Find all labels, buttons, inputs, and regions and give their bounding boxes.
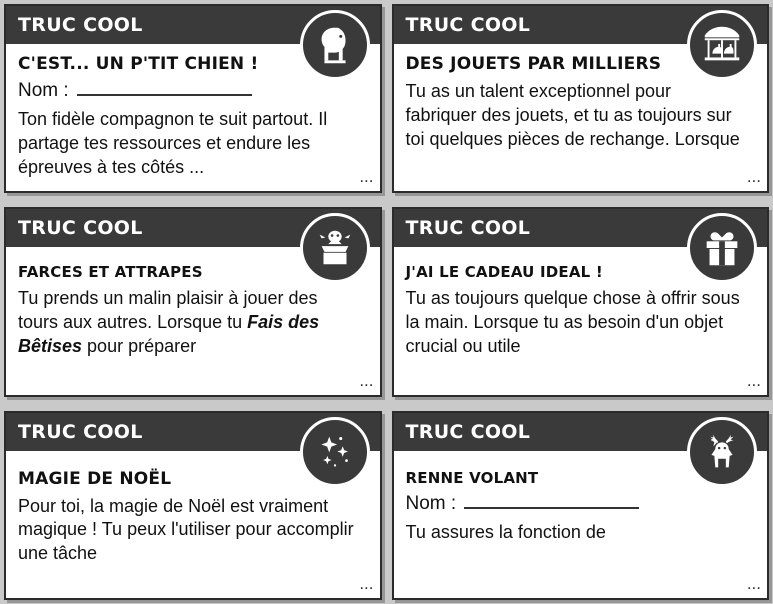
card-body xyxy=(394,451,768,598)
card-title: MAGIE DE NOËL xyxy=(18,468,172,489)
card-description: Tu as un talent exceptionnel pour fabriquer des jouets, et tu as toujours sur toi quelques pièces de rechange. Lorsque xyxy=(405,81,740,149)
overflow-ellipsis: ... xyxy=(744,167,761,187)
card-description-part1: Tu prends un malin plaisir à jouer des tours aux autres. Lorsque tu xyxy=(18,288,318,333)
card-title: J'AI LE CADEAU IDEAL ! xyxy=(405,263,603,282)
brand-label: TRUC COOL xyxy=(18,14,143,36)
overflow-ellipsis: ... xyxy=(356,371,373,391)
card-body xyxy=(394,44,768,191)
card-body xyxy=(394,247,768,394)
name-write-line[interactable] xyxy=(464,493,639,509)
card-magic[interactable] xyxy=(4,411,382,600)
card-description: Pour toi, la magie de Noël est vraiment magique ! Tu peux l'utiliser pour accomplir une tâche xyxy=(18,495,354,564)
card-description-part2: pour préparer xyxy=(82,335,197,356)
card-description-emphasis: Fais des Bêtises xyxy=(18,312,320,356)
overflow-ellipsis: ... xyxy=(744,371,761,391)
name-field[interactable] xyxy=(406,493,756,515)
card-dog[interactable] xyxy=(4,4,382,193)
text-clip-fade xyxy=(394,181,768,191)
name-field[interactable] xyxy=(18,80,368,102)
card-toys[interactable] xyxy=(392,4,770,193)
card-title: FARCES ET ATTRAPES xyxy=(18,263,203,282)
brand-label: TRUC COOL xyxy=(405,14,531,36)
overflow-ellipsis: ... xyxy=(744,574,761,594)
overflow-ellipsis: ... xyxy=(356,574,373,594)
text-clip-fade xyxy=(6,588,380,598)
name-label: Nom : xyxy=(405,492,457,514)
card-description: Tu as toujours quelque chose à offrir sous la main. Lorsque tu as besoin d'un objet crucial ou utile xyxy=(405,288,740,356)
card-description xyxy=(18,287,368,358)
card-body xyxy=(6,247,380,394)
card-title: C'EST... UN P'TIT CHIEN ! xyxy=(18,54,259,74)
overflow-ellipsis: ... xyxy=(356,167,373,187)
name-write-line[interactable] xyxy=(77,80,252,96)
card-description: Tu assures la fonction de xyxy=(405,521,606,542)
brand-label: TRUC COOL xyxy=(405,217,531,240)
brand-label: TRUC COOL xyxy=(18,217,143,240)
card-title: RENNE VOLANT xyxy=(405,468,539,487)
card-body xyxy=(6,451,380,598)
card-reindeer[interactable] xyxy=(392,411,770,600)
card-title: DES JOUETS PAR MILLIERS xyxy=(405,54,662,74)
text-clip-fade xyxy=(6,181,380,191)
card-description: Ton fidèle compagnon te suit partout. Il partage tes ressources et endure les épreuves à tes côtés ... xyxy=(18,109,328,177)
name-label: Nom : xyxy=(18,80,69,101)
brand-label: TRUC COOL xyxy=(18,420,143,443)
card-body xyxy=(6,44,380,191)
card-gift[interactable] xyxy=(392,207,770,396)
brand-label: TRUC COOL xyxy=(405,420,531,443)
card-pranks[interactable] xyxy=(4,207,382,396)
